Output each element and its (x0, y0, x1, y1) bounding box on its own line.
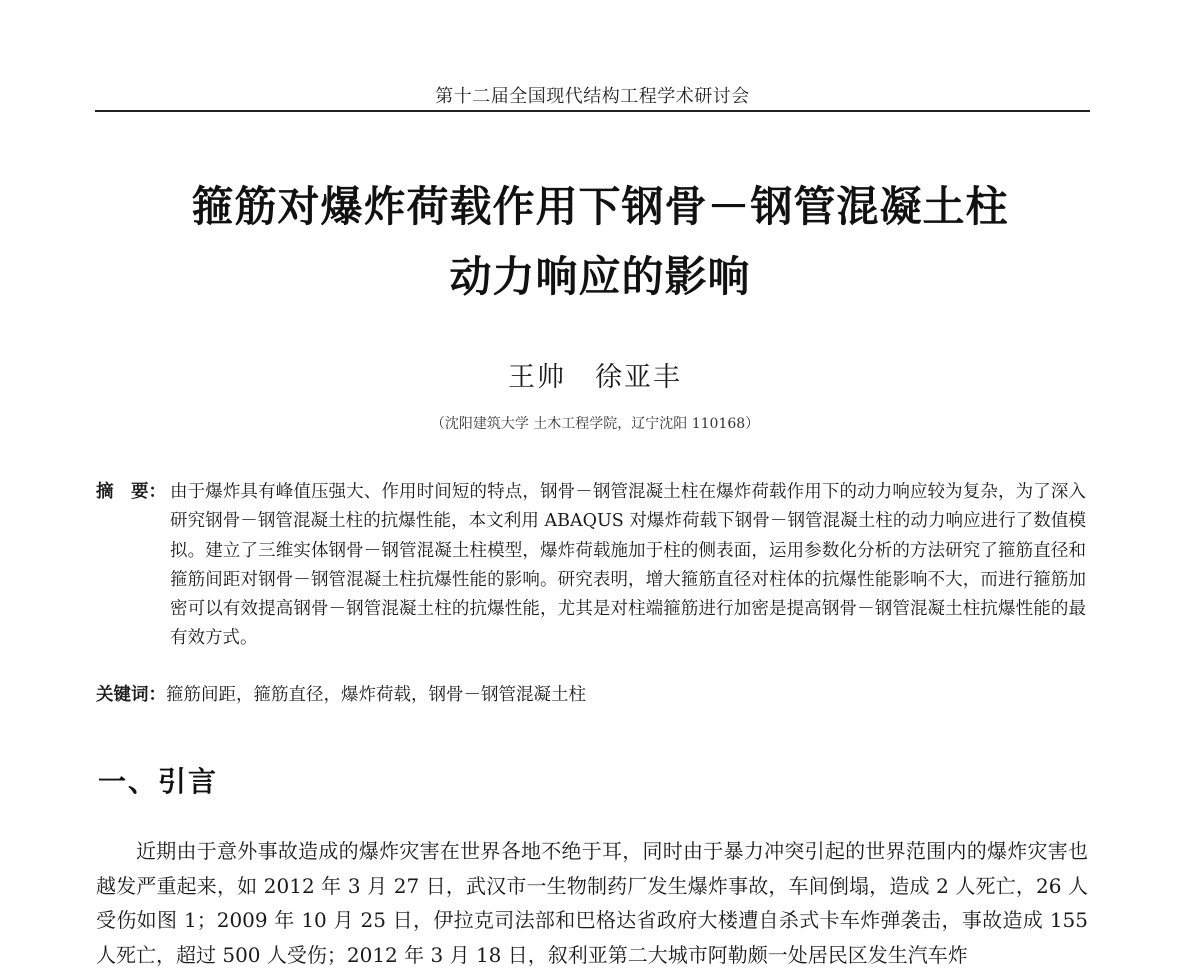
abstract-label: 摘 要： (96, 482, 166, 502)
affiliation: （沈阳建筑大学 土木工程学院，辽宁沈阳 110168） (430, 416, 760, 432)
keywords (96, 681, 1086, 710)
abstract (96, 478, 1086, 654)
keywords-label: 关键词： (96, 685, 166, 705)
running-header: 第十二届全国现代结构工程学术研讨会 (435, 86, 750, 107)
authors: 王帅 徐亚丰 (508, 362, 682, 393)
title-line-2: 动力响应的影响 (449, 252, 751, 301)
keywords-text: 箍筋间距，箍筋直径，爆炸荷载，钢骨－钢管混凝土柱 (166, 685, 586, 705)
introduction-paragraph: 近期由于意外事故造成的爆炸灾害在世界各地不绝于耳，同时由于暴力冲突引起的世界范围内的爆炸灾害也越发严重起来，如 2012 年 3 月 27 日，武汉市一生物制药厂发生爆炸事故，车间倒塌，造成 2 人死亡，26 人受伤如图 1；2009 年 10 月 25 日，伊拉克司法部和巴格达省政府大楼遭自杀式卡车炸弹袭击，事故造成 155 人死亡，超过 500 人受伤；2012 年 3 月 18 日，叙利亚第二大城市阿勒颇一处居民区发生汽车炸 (96, 839, 1088, 967)
paper-title (95, 172, 1105, 312)
abstract-text: 由于爆炸具有峰值压强大、作用时间短的特点，钢骨－钢管混凝土柱在爆炸荷载作用下的动力响应较为复杂，为了深入研究钢骨－钢管混凝土柱的抗爆性能，本文利用 ABAQUS 对爆炸荷载下钢骨－钢管混凝土柱的动力响应进行了数值模拟。建立了三维实体钢骨－钢管混凝土柱模型，爆炸荷载施加于柱的侧表面，运用参数化分析的方法研究了箍筋直径和箍筋间距对钢骨－钢管混凝土柱抗爆性能的影响。研究表明，增大箍筋直径对柱体的抗爆性能影响不大，而进行箍筋加密可以有效提高钢骨－钢管混凝土柱的抗爆性能，尤其是对柱端箍筋进行加密是提高钢骨－钢管混凝土柱抗爆性能的最有效方式。 (170, 482, 1086, 649)
header-rule (95, 110, 1090, 112)
title-line-1: 箍筋对爆炸荷载作用下钢骨－钢管混凝土柱 (191, 182, 1009, 231)
section-heading-introduction: 一、引言 (98, 765, 219, 798)
